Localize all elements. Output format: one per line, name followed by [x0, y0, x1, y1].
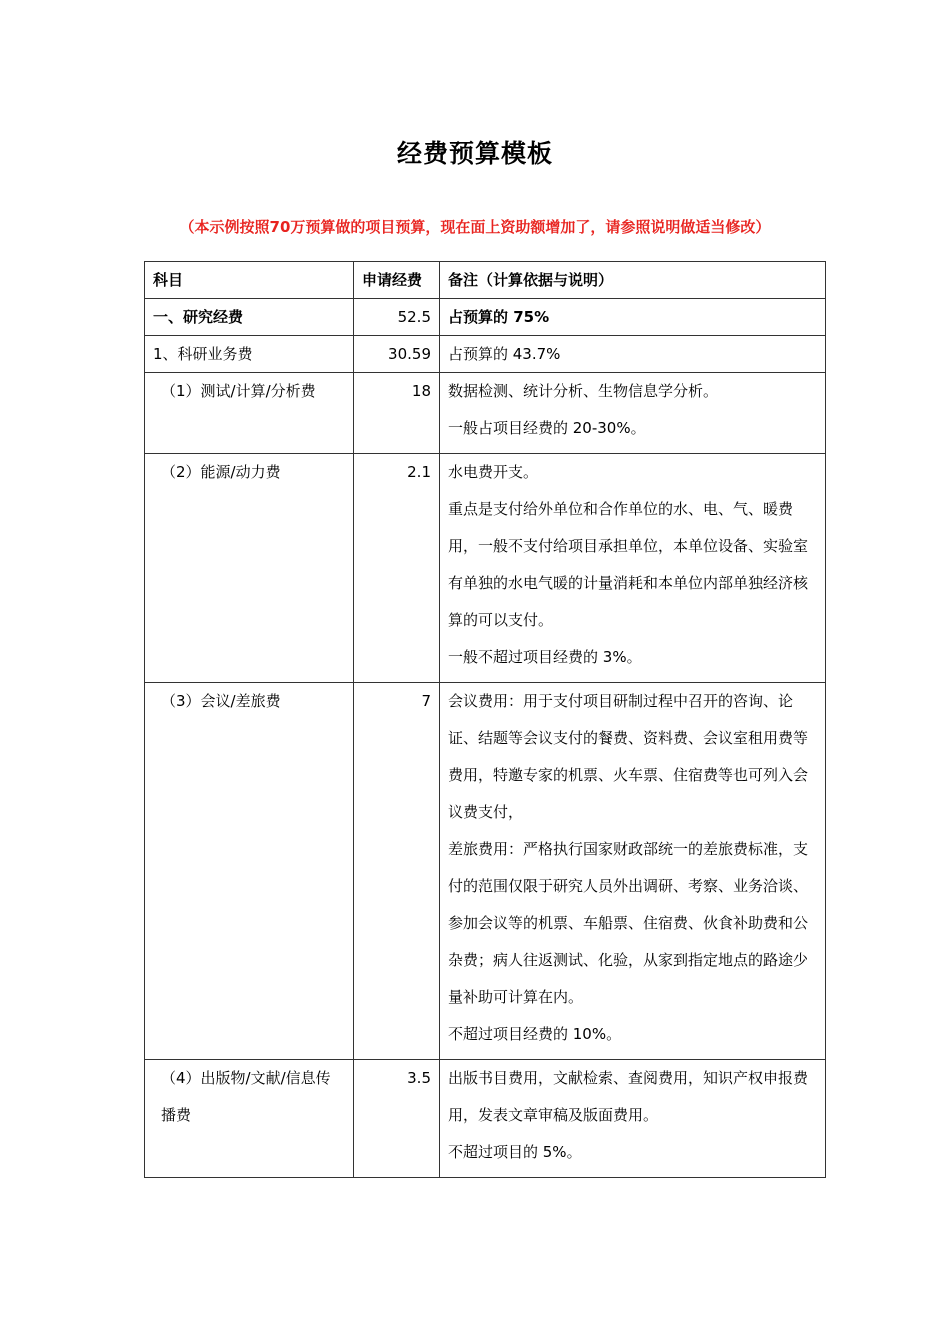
remark-paragraph: 不超过项目的 5%。 — [448, 1143, 582, 1161]
row-subject: 一、研究经费 — [153, 308, 244, 326]
row-subject: （1）测试/计算/分析费 — [161, 382, 316, 400]
remark-paragraph: 数据检测、统计分析、生物信息学分析。 — [448, 382, 719, 400]
row-remark: 占预算的 75% — [448, 308, 550, 326]
table-header-row — [145, 262, 826, 299]
remark-paragraph: 一般占项目经费的 20-30%。 — [448, 419, 646, 437]
row-amount: 18 — [411, 382, 431, 400]
row-remark — [440, 1060, 825, 1177]
table-row — [145, 1060, 826, 1178]
row-amount: 52.5 — [397, 308, 431, 326]
remark-paragraph: 水电费开支。 — [448, 463, 539, 481]
remark-paragraph: 会议费用：用于支付项目研制过程中召开的咨询、论证、结题等会议支付的餐费、资料费、会议室租用费等费用，特邀专家的机票、火车票、住宿费等也可列入会议费支付， — [448, 692, 809, 821]
row-subject: （4）出版物/文献/信息传播费 — [161, 1069, 331, 1124]
row-subject: 1、科研业务费 — [153, 345, 253, 363]
row-subject: （3）会议/差旅费 — [161, 692, 281, 710]
remark-paragraph: 不超过项目经费的 10%。 — [448, 1025, 622, 1043]
row-remark — [440, 454, 825, 682]
remark-paragraph: 重点是支付给外单位和合作单位的水、电、气、暖费用，一般不支付给项目承担单位，本单位设备、实验室有单独的水电气暖的计量消耗和本单位内部单独经济核算的可以支付。 — [448, 500, 809, 629]
document-title: 经费预算模板 — [396, 139, 553, 168]
row-amount: 7 — [421, 692, 431, 710]
table-row — [145, 454, 826, 683]
row-amount: 2.1 — [407, 463, 431, 481]
header-remark: 备注（计算依据与说明） — [448, 271, 614, 289]
red-note: （本示例按照70万预算做的项目预算，现在面上资助额增加了，请参照说明做适当修改） — [179, 218, 771, 236]
table-row — [145, 336, 826, 373]
table-row — [145, 683, 826, 1060]
row-amount: 3.5 — [407, 1069, 431, 1087]
header-subject: 科目 — [153, 271, 184, 289]
table-row — [145, 299, 826, 336]
table-row — [145, 373, 826, 454]
budget-table — [144, 261, 826, 1178]
row-amount: 30.59 — [388, 345, 431, 363]
row-remark — [440, 373, 825, 453]
remark-paragraph: 差旅费用：严格执行国家财政部统一的差旅费标准，支付的范围仅限于研究人员外出调研、考察、业务洽谈、参加会议等的机票、车船票、住宿费、伙食补助费和公杂费；病人往返测试、化验，从家到指定地点的路途少量补助可计算在内。 — [448, 840, 809, 1006]
row-remark: 占预算的 43.7% — [448, 345, 561, 363]
remark-paragraph: 一般不超过项目经费的 3%。 — [448, 648, 642, 666]
remark-paragraph: 出版书目费用，文献检索、查阅费用，知识产权申报费用，发表文章审稿及版面费用。 — [448, 1069, 809, 1124]
header-amount: 申请经费 — [362, 271, 423, 289]
row-remark — [440, 683, 825, 1059]
row-subject: （2）能源/动力费 — [161, 463, 281, 481]
